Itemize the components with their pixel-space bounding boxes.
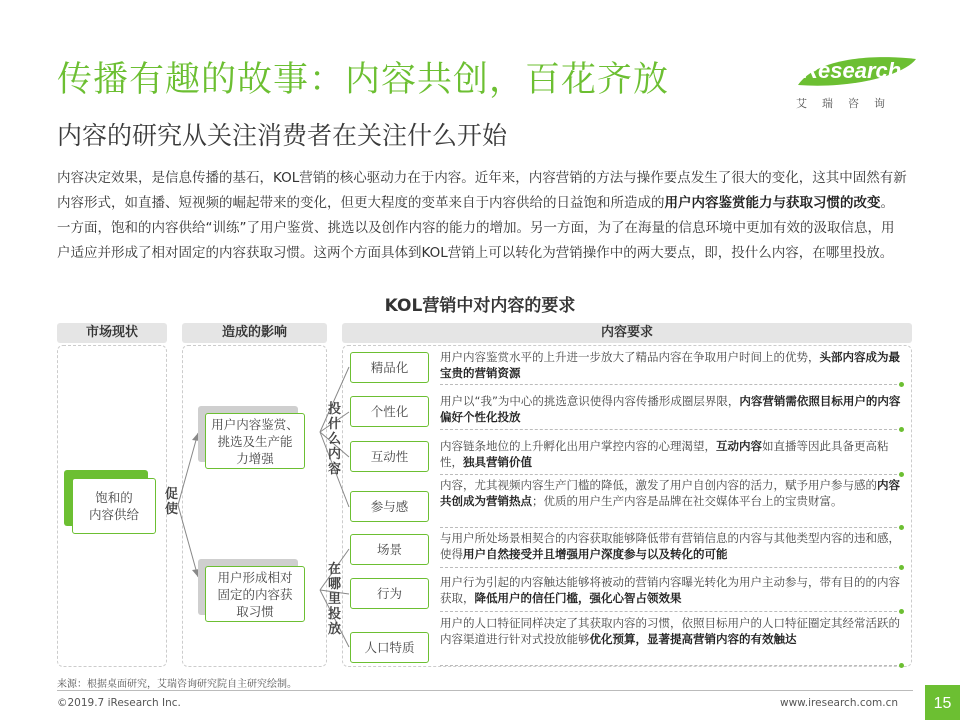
separator [440, 474, 902, 475]
column-header-requirements: 内容要求 [342, 323, 912, 343]
desc-behavior: 用户行为引起的内容触达能够将被动的营销内容曝光转化为用户主动参与，带有目的的内容获取，降低用户的信任门槛，强化心智占领效果 [440, 575, 900, 605]
desc-participation: 内容，尤其视频内容生产门槛的降低，激发了用户自创内容的活力，赋予用户参与感的内容共创成为营销热点；优质的用户生产内容是品牌在社交媒体平台上的宝贵财富。 [440, 478, 900, 508]
separator-dot [899, 663, 904, 668]
impact-box-appreciation: 用户内容鉴赏、 挑选及生产能 力增强 [205, 413, 305, 469]
website: www.iresearch.com.cn [780, 697, 899, 709]
logo-subtitle: 艾瑞咨询 [796, 97, 900, 110]
separator-dot [899, 565, 904, 570]
page-title: 传播有趣的故事：内容共创，百花齐放 [57, 60, 670, 100]
promote-label: 促 使 [164, 487, 178, 517]
copyright: ©2019.7 iResearch Inc. [57, 697, 181, 709]
intro-highlight: 用户内容鉴赏能力与获取习惯的改变 [664, 195, 881, 211]
page-subtitle: 内容的研究从关注消费者在关注什么开始 [57, 121, 508, 150]
where-deliver-label: 在 哪 里 投 放 [327, 562, 341, 637]
item-behavior: 行为 [350, 578, 429, 609]
item-scene: 场景 [350, 534, 429, 565]
desc-scene: 与用户所处场景相契合的内容获取能够降低带有营销信息的内容与其他类型内容的违和感，使得用户自然接受并且增强用户深度参与以及转化的可能 [440, 531, 900, 561]
separator-dot [899, 427, 904, 432]
separator-dot [899, 525, 904, 530]
separator [440, 611, 902, 612]
separator-dot [899, 382, 904, 387]
desc-personalization: 用户以“我”为中心的挑选意识使得内容传播形成圈层界限，内容营销需依照目标用户的内容偏好个性化投放 [440, 394, 901, 424]
item-participation: 参与感 [350, 491, 429, 522]
diagram-title: KOL营销中对内容的要求 [384, 296, 576, 316]
item-quality: 精品化 [350, 352, 429, 383]
what-content-label: 投 什 么 内 容 [327, 402, 341, 477]
desc-demographics: 用户的人口特征同样决定了其获取内容的习惯，依照目标用户的人口特征圈定其经常活跃的内容渠道进行针对式投放能够优化预算，显著提高营销内容的有效触达 [440, 616, 900, 646]
market-status-box: 饱和的 内容供给 [72, 478, 156, 534]
separator-dot [899, 472, 904, 477]
page-number: 15 [925, 685, 960, 720]
item-demographics: 人口特质 [350, 632, 429, 663]
separator [440, 665, 902, 666]
separator-dot [899, 609, 904, 614]
intro-text-1: 内容决定效果，是信息传播的基石，KOL营销的核心驱动力在于内容。近年来，内容营销的方法与操作要点发生了很大的变化，这其中固然有新内容形式，如直播、短视频的崛起带来的变化，但更大程度的变革来自于内容供给的日益饱和所造成的 [57, 170, 907, 211]
item-personalization: 个性化 [350, 396, 429, 427]
desc-interactivity: 内容链条地位的上升孵化出用户掌控内容的心理渴望，互动内容如直播等因此具备更高粘性，独具营销价值 [440, 439, 889, 469]
column-header-impact: 造成的影响 [182, 323, 327, 343]
intro-text-2: 。一方面，饱和的内容供给“训练”了用户鉴赏、挑选以及创作内容的能力的增加。另一方面，为了在海量的信息环境中更加有效的汲取信息，用户适应并形成了相对固定的内容获取习惯。这两个方面具体到KOL营销上可以转化为营销操作中的两大要点，即，投什么内容，在哪里投放。 [57, 195, 895, 261]
desc-quality: 用户内容鉴赏水平的上升进一步放大了精品内容在争取用户时间上的优势，头部内容成为最宝贵的营销资源 [440, 350, 900, 380]
separator [440, 384, 902, 385]
impact-box-habits: 用户形成相对 固定的内容获 取习惯 [205, 566, 305, 622]
item-interactivity: 互动性 [350, 441, 429, 472]
footer-divider [57, 690, 913, 691]
separator [440, 567, 902, 568]
separator [440, 429, 902, 430]
logo-wordmark: iResearch [796, 58, 902, 83]
separator [440, 527, 902, 528]
column-header-market: 市场现状 [57, 323, 167, 343]
source-note: 来源：根据桌面研究，艾瑞咨询研究院自主研究绘制。 [57, 679, 297, 690]
